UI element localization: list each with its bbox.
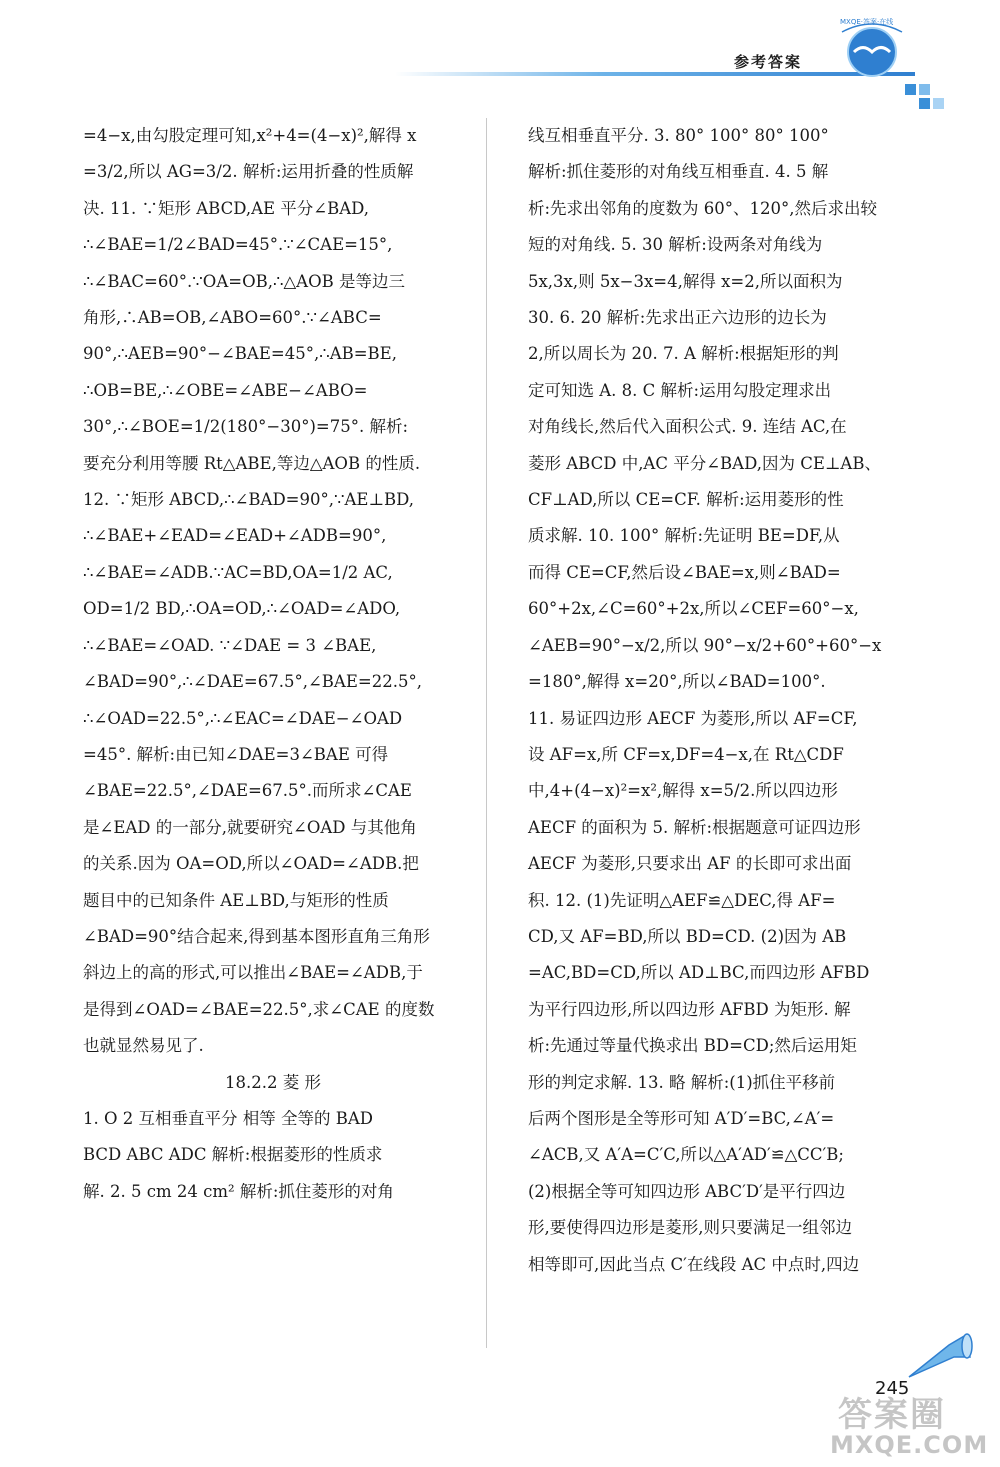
text-line: 形,要使得四边形是菱形,则只要满足一组邻边 xyxy=(528,1218,852,1238)
text-line: 为平行四边形,所以四边形 AFBD 为矩形. 解 xyxy=(528,999,851,1019)
text-line: BCD ABC ADC 解析:根据菱形的性质求 xyxy=(83,1145,383,1165)
page-header-title: 参考答案 xyxy=(734,53,803,71)
text-line: 相等即可,因此当点 C′在线段 AC 中点时,四边 xyxy=(528,1254,860,1274)
section-title: 18.2.2 菱 形 xyxy=(225,1072,321,1092)
page-number: 245 xyxy=(875,1378,910,1399)
text-line: ∠BAE=22.5°,∠DAE=67.5°.而所求∠CAE xyxy=(83,781,412,801)
text-line: ∴∠BAC=60°.∵OA=OB,∴△AOB 是等边三 xyxy=(83,271,405,291)
text-line: 决. 11. ∵矩形 ABCD,AE 平分∠BAD, xyxy=(83,198,370,218)
text-line: ∴∠OAD=22.5°,∴∠EAC=∠DAE−∠OAD xyxy=(83,708,403,728)
text-line: ∴∠BAE=∠ADB.∵AC=BD,OA=1/2 AC, xyxy=(83,562,393,582)
text-line: 设 AF=x,所 CF=x,DF=4−x,在 Rt△CDF xyxy=(528,744,844,764)
text-line: 中,4+(4−x)²=x²,解得 x=5/2.所以四边形 xyxy=(528,781,838,801)
text-line: 要充分利用等腰 Rt△ABE,等边△AOB 的性质. xyxy=(83,453,421,473)
text-line: ∴OB=BE,∴∠OBE=∠ABE−∠ABO= xyxy=(83,380,368,400)
text-line: 形的判定求解. 13. 略 解析:(1)抓住平移前 xyxy=(528,1072,836,1092)
text-line: ∠AEB=90°−x/2,所以 90°−x/2+60°+60°−x xyxy=(528,635,882,655)
logo-text: MXQE·答案·在线 xyxy=(840,18,894,26)
text-line: =AC,BD=CD,所以 AD⊥BC,而四边形 AFBD xyxy=(528,963,870,983)
text-line: 是得到∠OAD=∠BAE=22.5°,求∠CAE 的度数 xyxy=(83,999,435,1019)
text-line: ∴∠BAE=∠OAD. ∵∠DAE = 3 ∠BAE, xyxy=(83,635,377,655)
seagull-logo-icon xyxy=(832,10,912,80)
text-line: 而得 CE=CF,然后设∠BAE=x,则∠BAD= xyxy=(528,562,841,582)
text-line: 的关系.因为 OA=OD,所以∠OAD=∠ADB.把 xyxy=(83,854,419,874)
text-line: 角形,∴AB=OB,∠ABO=60°.∵∠ABC= xyxy=(83,308,382,328)
text-line: ∴∠BAE+∠EAD=∠EAD+∠ADB=90°, xyxy=(83,526,387,546)
watermark-url: MXQE.COM xyxy=(830,1431,989,1459)
column-divider xyxy=(486,118,487,1348)
text-line: 质求解. 10. 100° 解析:先证明 BE=DF,从 xyxy=(528,526,840,546)
text-line: CF⊥AD,所以 CE=CF. 解析:运用菱形的性 xyxy=(528,490,844,510)
text-line: 题目中的已知条件 AE⊥BD,与矩形的性质 xyxy=(83,890,389,910)
watermark xyxy=(820,1387,995,1462)
text-line: 11. 易证四边形 AECF 为菱形,所以 AF=CF, xyxy=(528,708,858,728)
text-line: 后两个图形是全等形可知 A′D′=BC,∠A′= xyxy=(528,1108,835,1128)
text-line: 1. O 2 互相垂直平分 相等 全等的 BAD xyxy=(83,1108,374,1128)
trumpet-icon xyxy=(904,1327,974,1387)
text-line: OD=1/2 BD,∴OA=OD,∴∠OAD=∠ADO, xyxy=(83,599,401,619)
text-line: 30°,∴∠BOE=1/2(180°−30°)=75°. 解析: xyxy=(83,417,409,437)
left-column xyxy=(83,118,463,1210)
text-line: 菱形 ABCD 中,AC 平分∠BAD,因为 CE⊥AB、 xyxy=(528,453,881,473)
text-line: ∠BAD=90°,∴∠DAE=67.5°,∠BAE=22.5°, xyxy=(83,672,422,692)
text-line: =3/2,所以 AG=3/2. 解析:运用折叠的性质解 xyxy=(83,162,414,182)
text-line: 12. ∵矩形 ABCD,∴∠BAD=90°,∵AE⊥BD, xyxy=(83,490,414,510)
text-line: 对角线长,然后代入面积公式. 9. 连结 AC,在 xyxy=(528,417,847,437)
text-line: ∠ACB,又 A′A=C′C,所以△A′AD′≌△CC′B; xyxy=(528,1145,844,1165)
text-line: =180°,解得 x=20°,所以∠BAD=100°. xyxy=(528,672,826,692)
text-line: AECF 为菱形,只要求出 AF 的长即可求出面 xyxy=(528,854,852,874)
text-line: 90°,∴AEB=90°−∠BAE=45°,∴AB=BE, xyxy=(83,344,397,364)
text-line: 析:先求出邻角的度数为 60°、120°,然后求出较 xyxy=(528,198,878,218)
text-line: =4−x,由勾股定理可知,x²+4=(4−x)²,解得 x xyxy=(83,126,417,145)
text-line: 短的对角线. 5. 30 解析:设两条对角线为 xyxy=(528,235,823,255)
text-line: 是∠EAD 的一部分,就要研究∠OAD 与其他角 xyxy=(83,817,417,837)
text-line: CD,又 AF=BD,所以 BD=CD. (2)因为 AB xyxy=(528,926,847,946)
text-line: 2,所以周长为 20. 7. A 解析:根据矩形的判 xyxy=(528,344,839,364)
right-column xyxy=(528,118,908,1283)
text-line: =45°. 解析:由已知∠DAE=3∠BAE 可得 xyxy=(83,744,389,764)
text-line: 60°+2x,∠C=60°+2x,所以∠CEF=60°−x, xyxy=(528,599,859,619)
text-line: 定可知选 A. 8. C 解析:运用勾股定理求出 xyxy=(528,380,832,400)
text-line: (2)根据全等可知四边形 ABC′D′是平行四边 xyxy=(528,1181,846,1201)
decorative-squares xyxy=(905,84,945,124)
text-line: 线互相垂直平分. 3. 80° 100° 80° 100° xyxy=(528,126,829,145)
text-line: 30. 6. 20 解析:先求出正六边形的边长为 xyxy=(528,308,827,328)
text-line: 斜边上的高的形式,可以推出∠BAE=∠ADB,于 xyxy=(83,963,423,983)
text-line: 解析:抓住菱形的对角线互相垂直. 4. 5 解 xyxy=(528,162,829,182)
text-line: 解. 2. 5 cm 24 cm² 解析:抓住菱形的对角 xyxy=(83,1181,394,1201)
text-line: 也就显然易见了. xyxy=(83,1036,204,1056)
text-line: 5x,3x,则 5x−3x=4,解得 x=2,所以面积为 xyxy=(528,271,843,291)
text-line: 析:先通过等量代换求出 BD=CD;然后运用矩 xyxy=(528,1036,857,1056)
text-line: 积. 12. (1)先证明△AEF≌△DEC,得 AF= xyxy=(528,890,836,910)
text-line: ∠BAD=90°结合起来,得到基本图形直角三角形 xyxy=(83,926,430,946)
text-line: ∴∠BAE=1/2∠BAD=45°.∵∠CAE=15°, xyxy=(83,235,393,255)
text-line: AECF 的面积为 5. 解析:根据题意可证四边形 xyxy=(528,817,861,837)
watermark-title: 答案圈 xyxy=(838,1395,946,1435)
